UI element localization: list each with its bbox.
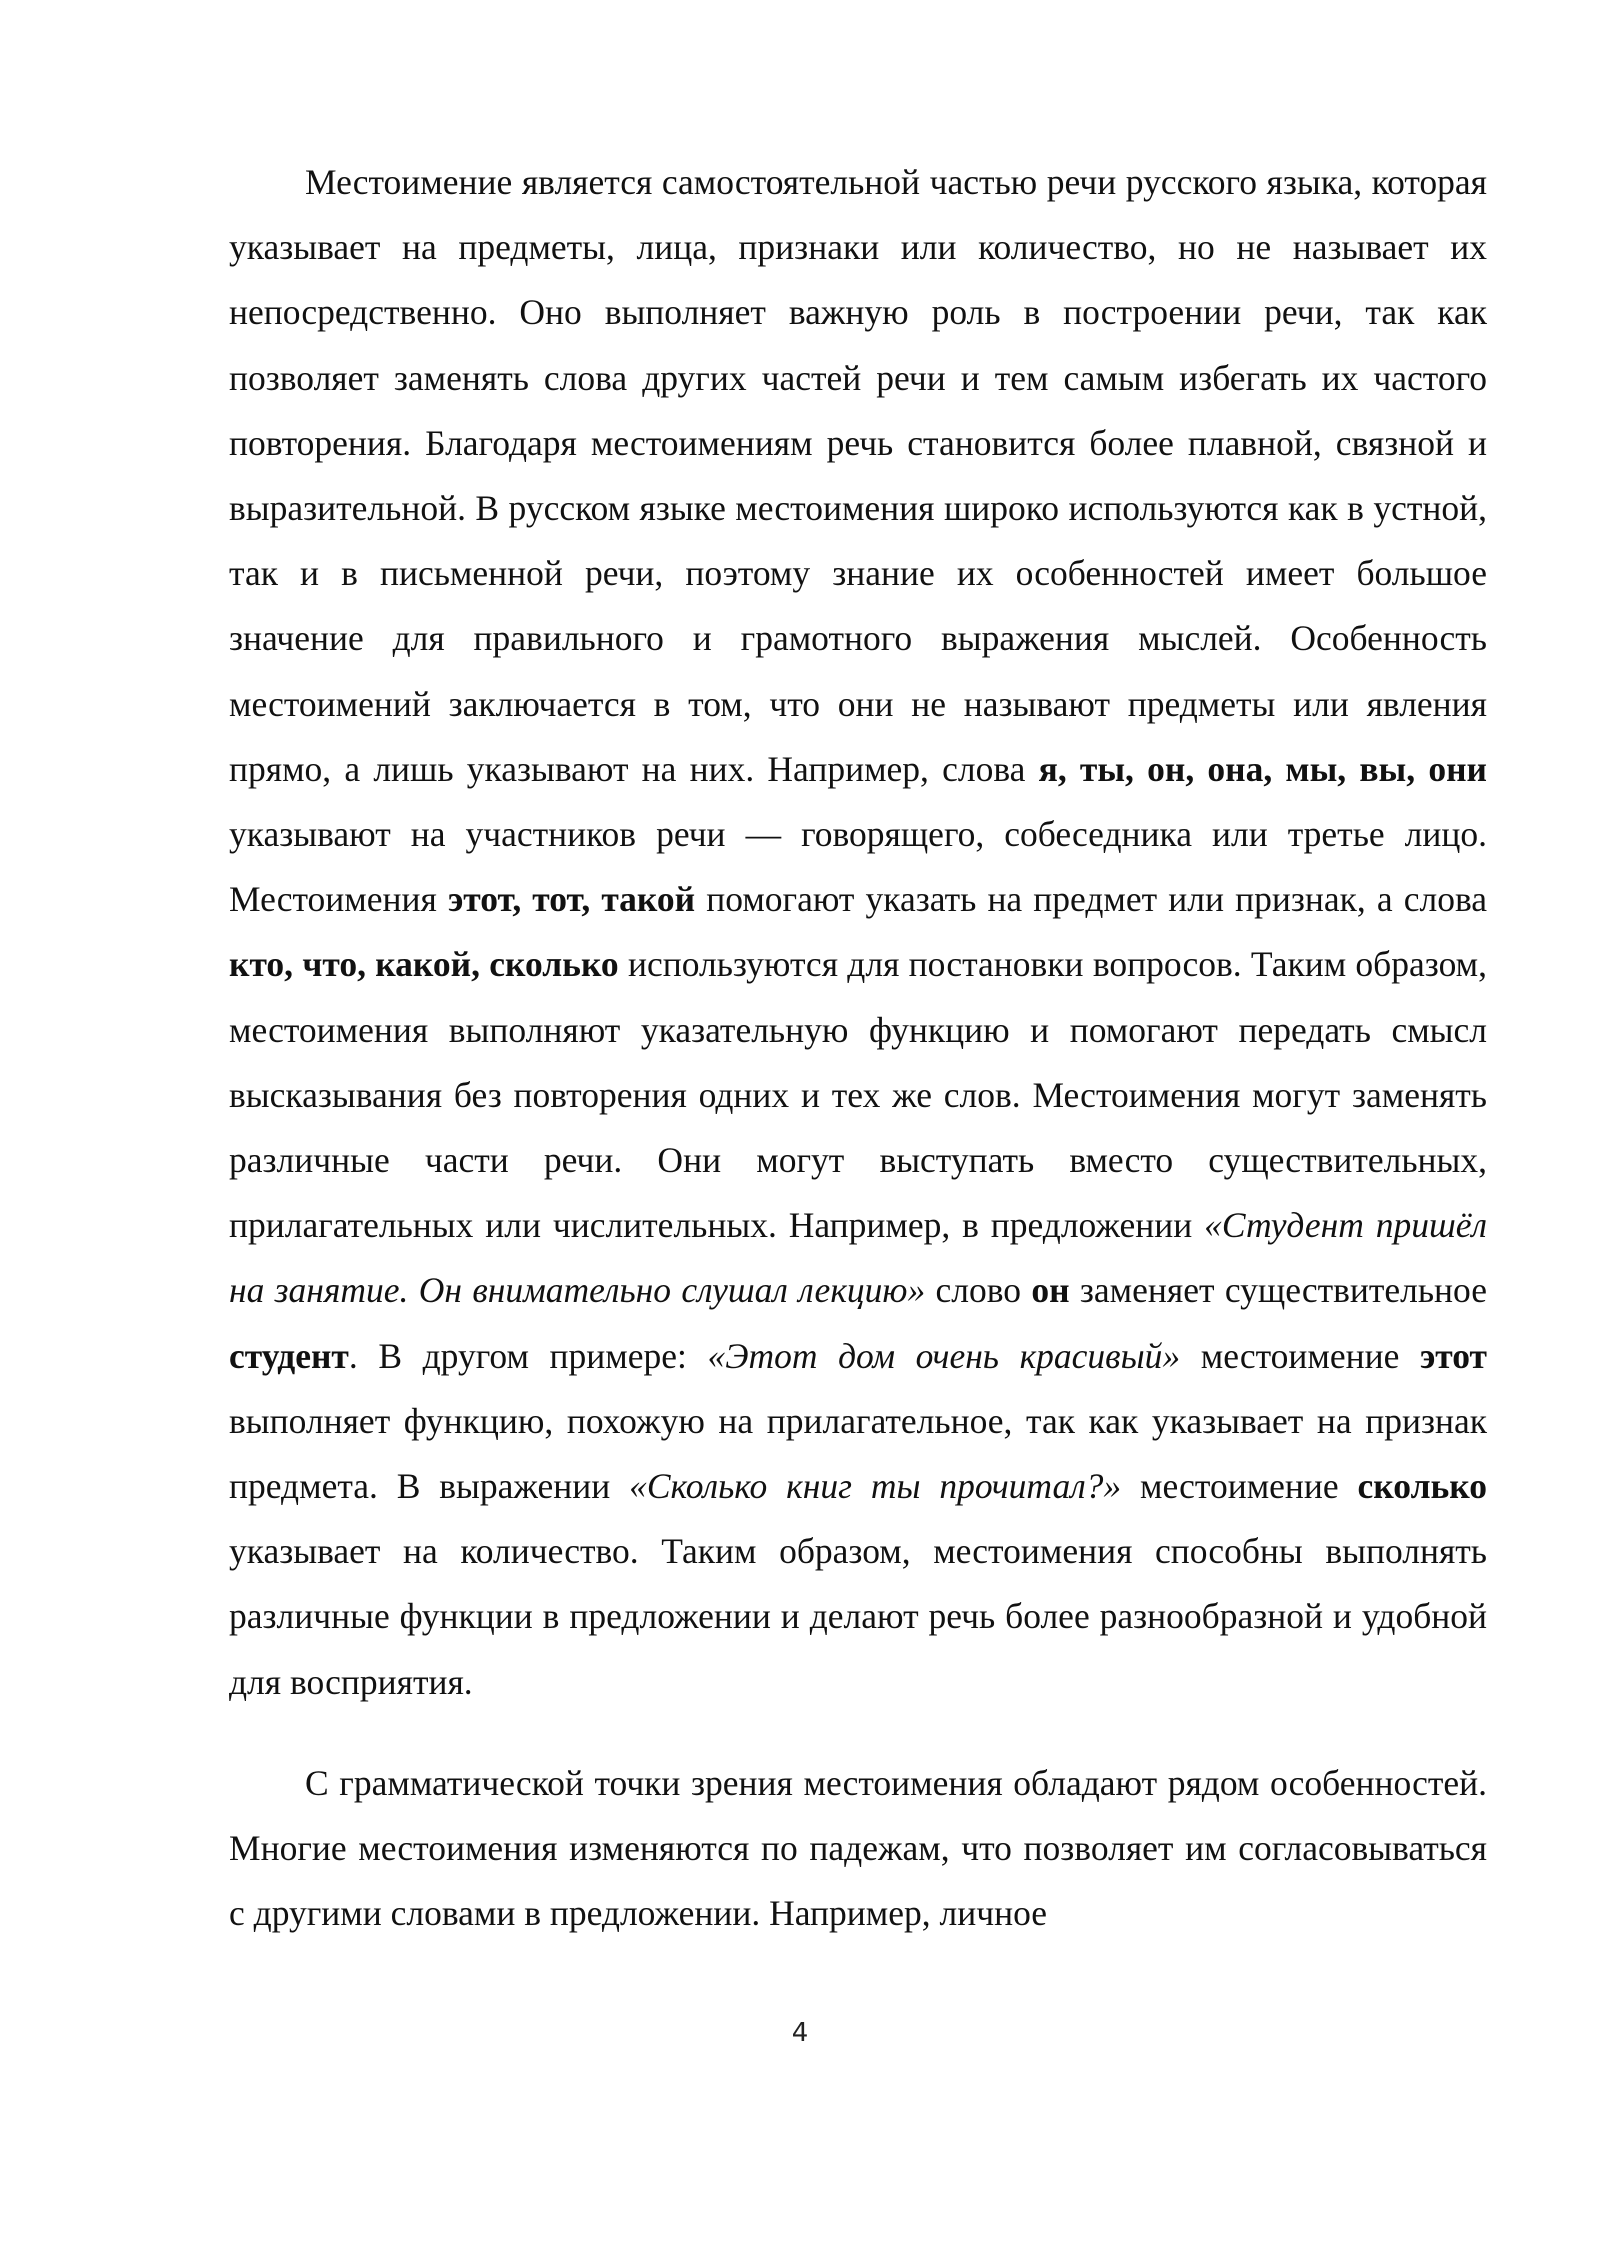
paragraph-text: местоимение: [1180, 1335, 1420, 1376]
paragraph-2: [229, 1751, 1487, 1947]
paragraph-text: Местоимение является самостоятельной частью речи русского языка, которая указывает на предметы, лица, признаки или количество, но не называет их непосредственно. Оно выполняет важную роль в построении речи, так как позволяет заменять слова других частей речи и тем самым избегать их частого повторения. Благодаря местоимениям речь становится более плавной, связной и выразительной. В русском языке местоимения широко используются как в устной, так и в письменной речи, поэтому знание их особенностей имеет большое значение для правильного и грамотного выражения мыслей. Особенность местоимений заключается в том, что они не называют предметы или явления прямо, а лишь указывают на них. Например, слова: [229, 162, 1487, 789]
bold-term: кто, что, какой, сколько: [229, 944, 619, 985]
paragraph-text: . В другом примере:: [348, 1335, 708, 1376]
bold-term: сколько: [1357, 1466, 1487, 1507]
paragraph-text: указывают на участников речи — говорящего, собеседника или третье лицо. Местоимения: [229, 814, 1487, 920]
paragraph-text: используются для постановки вопросов. Таким образом, местоимения выполняют указательную функцию и помогают передать смысл высказывания без повторения одних и тех же слов. Местоимения могут заменять различные части речи. Они могут выступать вместо существительных, прилагательных или числительных. Например, в предложении: [229, 944, 1487, 1246]
bold-term: этот, тот, такой: [447, 879, 696, 920]
italic-example: «Этот дом очень красивый»: [707, 1335, 1181, 1376]
bold-term: я, ты, он, она, мы, вы, они: [1038, 748, 1487, 789]
italic-example: «Сколько книг ты прочитал?»: [629, 1466, 1122, 1507]
bold-term: этот: [1419, 1335, 1487, 1376]
page-body: [229, 150, 1487, 1946]
paragraph-text: С грамматической точки зрения местоимения обладают рядом особенностей. Многие местоимения изменяются по падежам, что позволяет им согласовываться с другими словами в предложении. Например, личное: [229, 1762, 1487, 1934]
paragraph-text: помогают указать на предмет или признак, а слова: [695, 879, 1487, 920]
paragraph-text: заменяет существительное: [1069, 1270, 1487, 1311]
paragraph-1: [229, 150, 1487, 1715]
bold-term: он: [1031, 1270, 1070, 1311]
paragraph-text: выполняет функцию, похожую на прилагательное, так как указывает на признак предмета. В выражении: [229, 1400, 1487, 1507]
bold-term: студент: [229, 1335, 349, 1376]
paragraph-text: указывает на количество. Таким образом, местоимения способны выполнять различные функции в предложении и делают речь более разнообразной и удобной для восприятия.: [229, 1531, 1487, 1702]
page-number: 4: [791, 2018, 809, 2048]
paragraph-text: местоимение: [1121, 1466, 1358, 1507]
italic-example: «Студент пришёл на занятие. Он внимательно слушал лекцию»: [229, 1205, 1487, 1311]
paragraph-text: слово: [925, 1270, 1032, 1311]
